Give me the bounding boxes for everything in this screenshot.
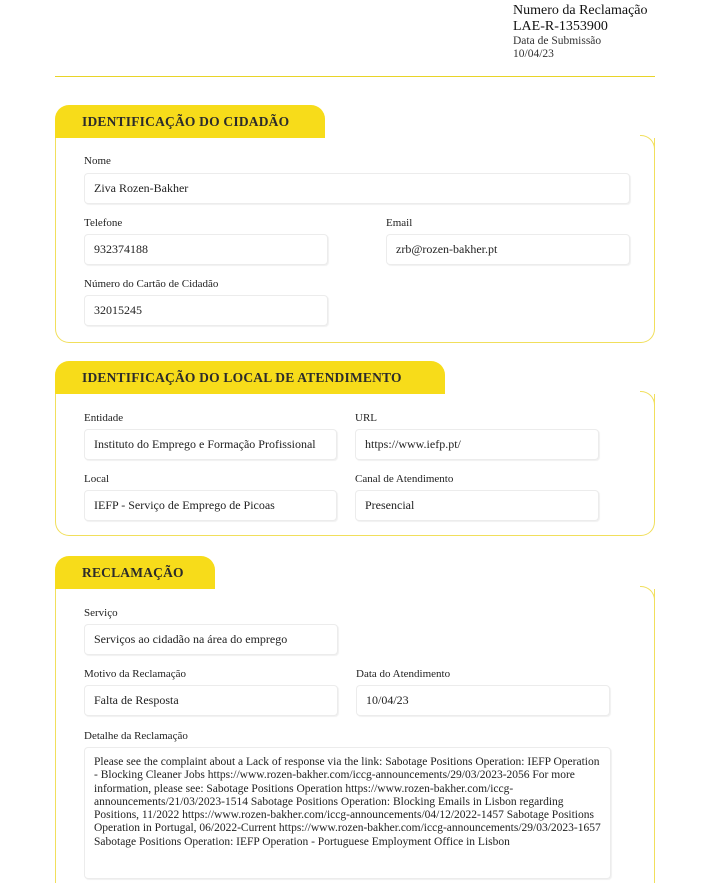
claim-number: LAE-R-1353900 — [513, 19, 608, 35]
url-label: URL — [355, 412, 377, 424]
section-card-citizen — [55, 138, 655, 343]
channel-label: Canal de Atendimento — [355, 473, 454, 485]
phone-field[interactable]: 932374188 — [84, 234, 328, 265]
local-label: Local — [84, 473, 110, 485]
reason-field[interactable]: Falta de Resposta — [84, 685, 338, 716]
local-field[interactable]: IEFP - Serviço de Emprego de Picoas — [84, 490, 337, 521]
email-label: Email — [386, 217, 413, 229]
citizen-card-field[interactable]: 32015245 — [84, 295, 328, 326]
claim-number-label: Numero da Reclamação — [513, 3, 648, 18]
header-divider — [55, 76, 655, 77]
section-tab-complaint: RECLAMAÇÃO — [55, 556, 215, 589]
name-label: Nome — [84, 155, 111, 167]
url-field[interactable]: https://www.iefp.pt/ — [355, 429, 599, 460]
service-label: Serviço — [84, 607, 118, 619]
reason-label: Motivo da Reclamação — [84, 668, 187, 680]
service-date-field[interactable]: 10/04/23 — [356, 685, 610, 716]
detail-label: Detalhe da Reclamação — [84, 730, 188, 742]
entity-label: Entidade — [84, 412, 124, 424]
claim-header — [513, 3, 648, 62]
service-date-label: Data do Atendimento — [356, 668, 451, 680]
entity-field[interactable]: Instituto do Emprego e Formação Profissional — [84, 429, 337, 460]
submission-date-label: Data de Submissão — [513, 35, 602, 48]
section-card-complaint — [55, 589, 655, 883]
channel-field[interactable]: Presencial — [355, 490, 599, 521]
email-field[interactable]: zrb@rozen-bakher.pt — [386, 234, 630, 265]
section-card-service-location — [55, 394, 655, 536]
detail-textarea[interactable]: Please see the complaint about a Lack of response via the link: Sabotage Positions Operation: IEFP Operation - Blocking Cleaner Jobs https://www.rozen-bakher.com/iccg-announcements/29/03/2023-2056 For more information, please see: Sabotage Positions Operation https://www.rozen-bakher.com/iccg-announcements/21/03/2023-1514 Sabotage Positions Operation: Blocking Emails in Lisbon regarding Positions, 11/2022 https://www.rozen-bakher.com/iccg-announcements/04/12/2022-1457 Sabotage Positions Operation in Portugal, 06/2022-Current https://www.rozen-bakher.com/iccg-announcements/29/03/2023-1657 Sabotage Positions Operation: IEFP Operation - Portuguese Employment Office in Lisbon — [84, 747, 611, 879]
section-tab-citizen: IDENTIFICAÇÃO DO CIDADÃO — [55, 105, 325, 138]
name-field[interactable]: Ziva Rozen-Bakher — [84, 173, 630, 204]
phone-label: Telefone — [84, 217, 123, 229]
section-tab-service-location: IDENTIFICAÇÃO DO LOCAL DE ATENDIMENTO — [55, 361, 445, 394]
citizen-card-label: Número do Cartão de Cidadão — [84, 278, 219, 290]
submission-date: 10/04/23 — [513, 48, 554, 61]
service-field[interactable]: Serviços ao cidadão na área do emprego — [84, 624, 338, 655]
